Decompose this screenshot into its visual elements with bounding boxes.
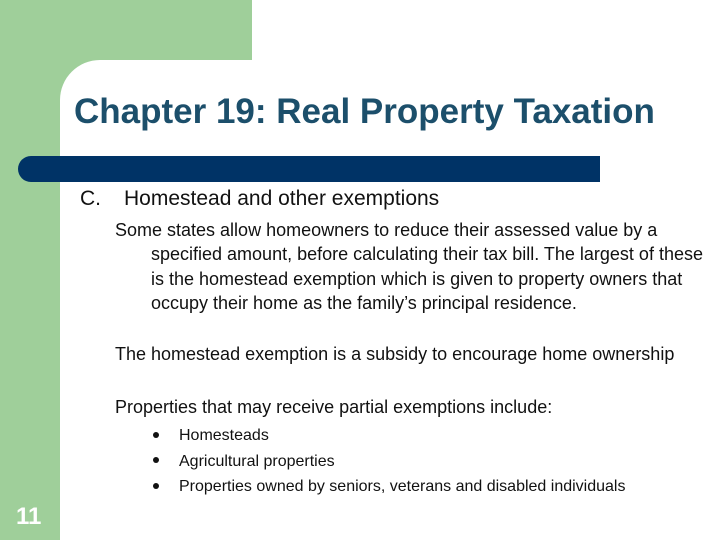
title-divider-bar xyxy=(18,156,600,182)
paragraph-homestead-intro: Some states allow homeowners to reduce their assessed value by a specified amount, before calculating their tax bill. The largest of these is the homestead exemption which is given to property owners that occupy their home as the family’s principal residence. xyxy=(115,220,703,313)
list-item xyxy=(153,474,625,500)
section-title: Homestead and other exemptions xyxy=(124,187,440,210)
exemptions-list xyxy=(153,423,625,500)
bullet-dot-icon xyxy=(153,457,159,463)
bullet-dot-icon xyxy=(153,483,159,489)
section-heading xyxy=(80,187,439,211)
bullet-dot-icon xyxy=(153,432,159,438)
section-number: C. xyxy=(80,187,101,210)
page-number: 11 xyxy=(16,503,42,530)
list-item-label: Agricultural properties xyxy=(179,452,335,470)
list-item xyxy=(153,449,625,475)
paragraph-subsidy: The homestead exemption is a subsidy to encourage home ownership xyxy=(115,344,675,364)
list-item xyxy=(153,423,625,449)
slide-title: Chapter 19: Real Property Taxation xyxy=(74,92,655,131)
list-item-label: Homesteads xyxy=(179,427,269,444)
paragraph-partial-exemptions: Properties that may receive partial exemptions include: xyxy=(115,397,553,417)
list-item-label: Properties owned by seniors, veterans and disabled individuals xyxy=(179,478,626,495)
